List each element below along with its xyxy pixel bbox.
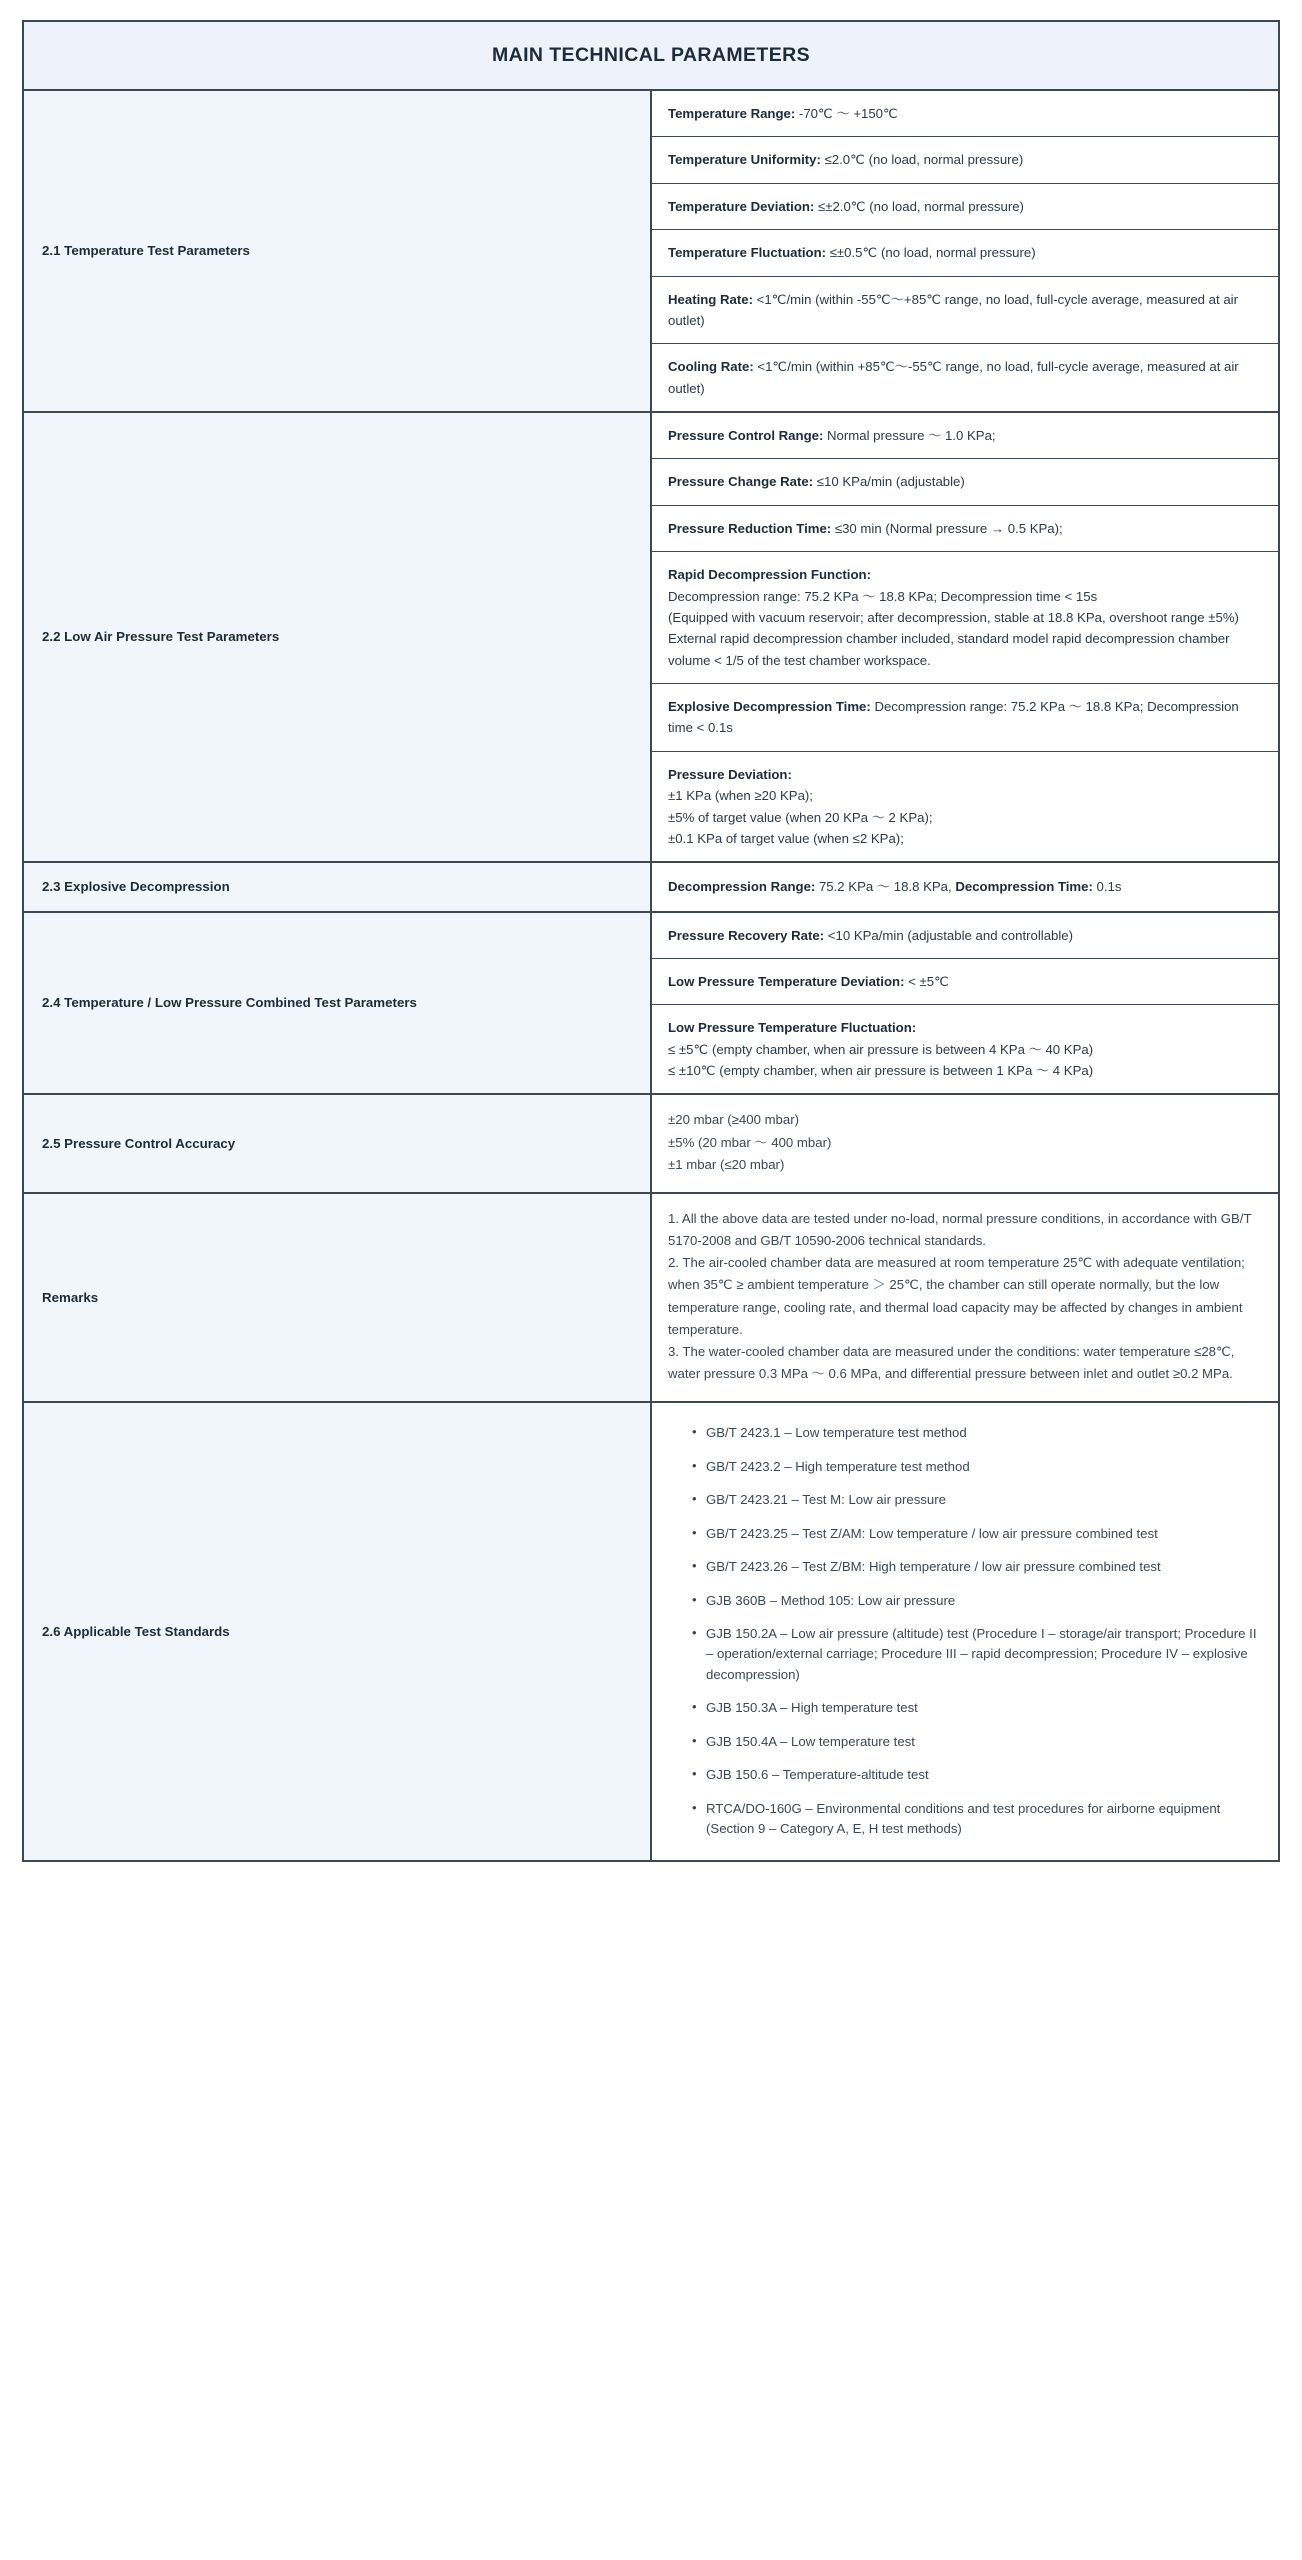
parameter-value-cell [651,751,1279,862]
parameter-value-cell [651,90,1279,137]
parameter-line: Decompression range: 75.2 KPa ～ 18.8 KPa; Decompression time < 15s [668,588,1098,604]
parameter-line: ≤ ±10℃ (empty chamber, when air pressure is between 1 KPa ～ 4 KPa) [668,1063,1094,1079]
list-item: • GB/T 2423.25 – Test Z/AM: Low temperature / low air pressure combined test [692,1524,1262,1544]
parameter-line: ±5% of target value (when 20 KPa ～ 2 KPa); [668,809,933,825]
parameter-label: Explosive Decompression Time: [668,699,871,714]
notes-cell [651,1094,1279,1193]
parameter-value: ≤±2.0℃ (no load, normal pressure) [814,198,1024,214]
parameter-value-cell [651,183,1279,229]
list-item: • GB/T 2423.1 – Low temperature test method [692,1423,1262,1443]
parameter-line: External rapid decompression chamber included, standard model rapid decompression chamber volume < 1/5 of the test chamber workspace. [668,631,1230,668]
parameter-value-cell [651,1005,1279,1095]
parameter-value: ≤30 min (Normal pressure → 0.5 KPa); [831,520,1063,536]
notes-cell [651,1193,1279,1402]
page-title: MAIN TECHNICAL PARAMETERS [23,21,1279,90]
table-row [23,1094,1279,1193]
parameter-value-cell [651,276,1279,344]
parameter-value: -70℃ ～ +150℃ [795,106,898,121]
parameter-label: Heating Rate: [668,291,753,307]
note-line: 1. All the above data are tested under no-load, normal pressure conditions, in accordance with GB/T 5170-2008 and GB/T 10590-2006 technical standards. [668,1210,1252,1249]
parameter-label: Temperature Range: [668,106,796,121]
section-label-5: Remarks [23,1193,651,1402]
parameter-label: Pressure Control Range: [668,428,824,443]
parameter-value: <10 KPa/min (adjustable and controllable) [824,927,1074,943]
parameter-value: ≤2.0℃ (no load, normal pressure) [820,152,1024,168]
table-row [23,912,1279,959]
section-label-3: 2.4 Temperature / Low Pressure Combined Test Parameters [23,912,651,1095]
parameter-label: Temperature Uniformity: [668,152,821,168]
standards-list [668,1423,1262,1839]
section-label-4: 2.5 Pressure Control Accuracy [23,1094,651,1193]
parameter-label: Pressure Reduction Time: [668,520,832,536]
parameter-value-cell [651,137,1279,183]
parameter-line: ±0.1 KPa of target value (when ≤2 KPa); [668,830,904,846]
parameter-value: <1℃/min (within +85℃～-55℃ range, no load, full-cycle average, measured at air outlet) [668,359,1239,396]
parameter-value-cell [651,862,1279,911]
parameter-value: 75.2 KPa ～ 18.8 KPa, [815,879,956,895]
table-row [23,862,1279,911]
parameter-label: Temperature Deviation: [668,198,815,214]
parameter-label: Pressure Deviation: [668,766,792,782]
list-item: • GJB 360B – Method 105: Low air pressure [692,1591,1262,1611]
list-item: • GJB 150.3A – High temperature test [692,1698,1262,1718]
parameter-value-cell [651,505,1279,551]
list-item: • GJB 150.6 – Temperature-altitude test [692,1765,1262,1785]
list-item: • GJB 150.2A – Low air pressure (altitude) test (Procedure I – storage/air transport; Procedure II – operation/external carriage; Procedure III – rapid decompression; Procedure IV – explosive decompression) [692,1624,1262,1685]
section-label-6: 2.6 Applicable Test Standards [23,1402,651,1860]
list-item: • GB/T 2423.2 – High temperature test method [692,1457,1262,1477]
standards-cell [651,1402,1279,1860]
parameter-value-secondary: 0.1s [1092,879,1122,895]
parameter-value: <1℃/min (within -55℃～+85℃ range, no load, full-cycle average, measured at air outlet) [668,291,1238,328]
table-body [23,21,1279,1861]
note-line: 3. The water-cooled chamber data are measured under the conditions: water temperature ≤28℃, water pressure 0.3 MPa ～ 0.6 MPa, and differential pressure between inlet and outlet ≥0.2 MPa. [668,1343,1235,1382]
parameter-label: Rapid Decompression Function: [668,567,871,583]
section-label-1: 2.2 Low Air Pressure Test Parameters [23,412,651,862]
parameter-value: Decompression range: 75.2 KPa ～ 18.8 KPa; Decompression time < 0.1s [668,699,1239,736]
parameter-value: ≤10 KPa/min (adjustable) [813,474,965,490]
list-item: • GB/T 2423.21 – Test M: Low air pressure [692,1490,1262,1510]
parameter-label: Low Pressure Temperature Fluctuation: [668,1020,917,1036]
parameter-label: Pressure Change Rate: [668,474,814,490]
parameter-value-cell [651,958,1279,1004]
list-item: • RTCA/DO-160G – Environmental conditions and test procedures for airborne equipment (Section 9 – Category A, E, H test methods) [692,1799,1262,1840]
parameter-label: Temperature Fluctuation: [668,245,827,261]
parameter-value-cell [651,344,1279,412]
parameter-value-cell [651,912,1279,959]
parameter-line: ±1 KPa (when ≥20 KPa); [668,788,813,804]
parameter-value-cell [651,684,1279,752]
parameter-value: < ±5℃ [904,973,949,989]
parameter-label: Decompression Range: [668,879,816,895]
parameter-line: (Equipped with vacuum reservoir; after decompression, stable at 18.8 KPa, overshoot range ±5%) [668,609,1239,625]
parameter-value: ≤±0.5℃ (no load, normal pressure) [826,245,1036,261]
section-label-0: 2.1 Temperature Test Parameters [23,90,651,412]
parameter-value-cell [651,552,1279,684]
parameter-label-secondary: Decompression Time: [955,879,1093,895]
table-row [23,1402,1279,1860]
parameter-label: Pressure Recovery Rate: [668,927,825,943]
note-line: ±20 mbar (≥400 mbar) [668,1112,800,1128]
list-item: • GB/T 2423.26 – Test Z/BM: High temperature / low air pressure combined test [692,1557,1262,1577]
note-line: ±1 mbar (≤20 mbar) [668,1156,785,1172]
technical-parameters-table [22,20,1280,1862]
table-title-row [23,21,1279,90]
parameter-line: ≤ ±5℃ (empty chamber, when air pressure is between 4 KPa ～ 40 KPa) [668,1041,1094,1057]
table-row [23,1193,1279,1402]
parameter-value-cell [651,459,1279,505]
table-row [23,90,1279,137]
parameter-value-cell [651,230,1279,276]
parameter-value-cell [651,412,1279,459]
parameter-label: Cooling Rate: [668,359,754,375]
note-line: 2. The air-cooled chamber data are measured at room temperature 25℃ with adequate ventilation; when 35℃ ≥ ambient temperature ＞ 25℃, the chamber can still operate normally, but the low temperature range, cooling rate, and thermal load capacity may be affected by changes in ambient temperature. [668,1255,1245,1337]
section-label-2: 2.3 Explosive Decompression [23,862,651,911]
parameter-value: Normal pressure ～ 1.0 KPa; [823,428,996,443]
note-line: ±5% (20 mbar ～ 400 mbar) [668,1134,832,1150]
parameter-label: Low Pressure Temperature Deviation: [668,973,905,989]
table-row [23,412,1279,459]
list-item: • GJB 150.4A – Low temperature test [692,1732,1262,1752]
